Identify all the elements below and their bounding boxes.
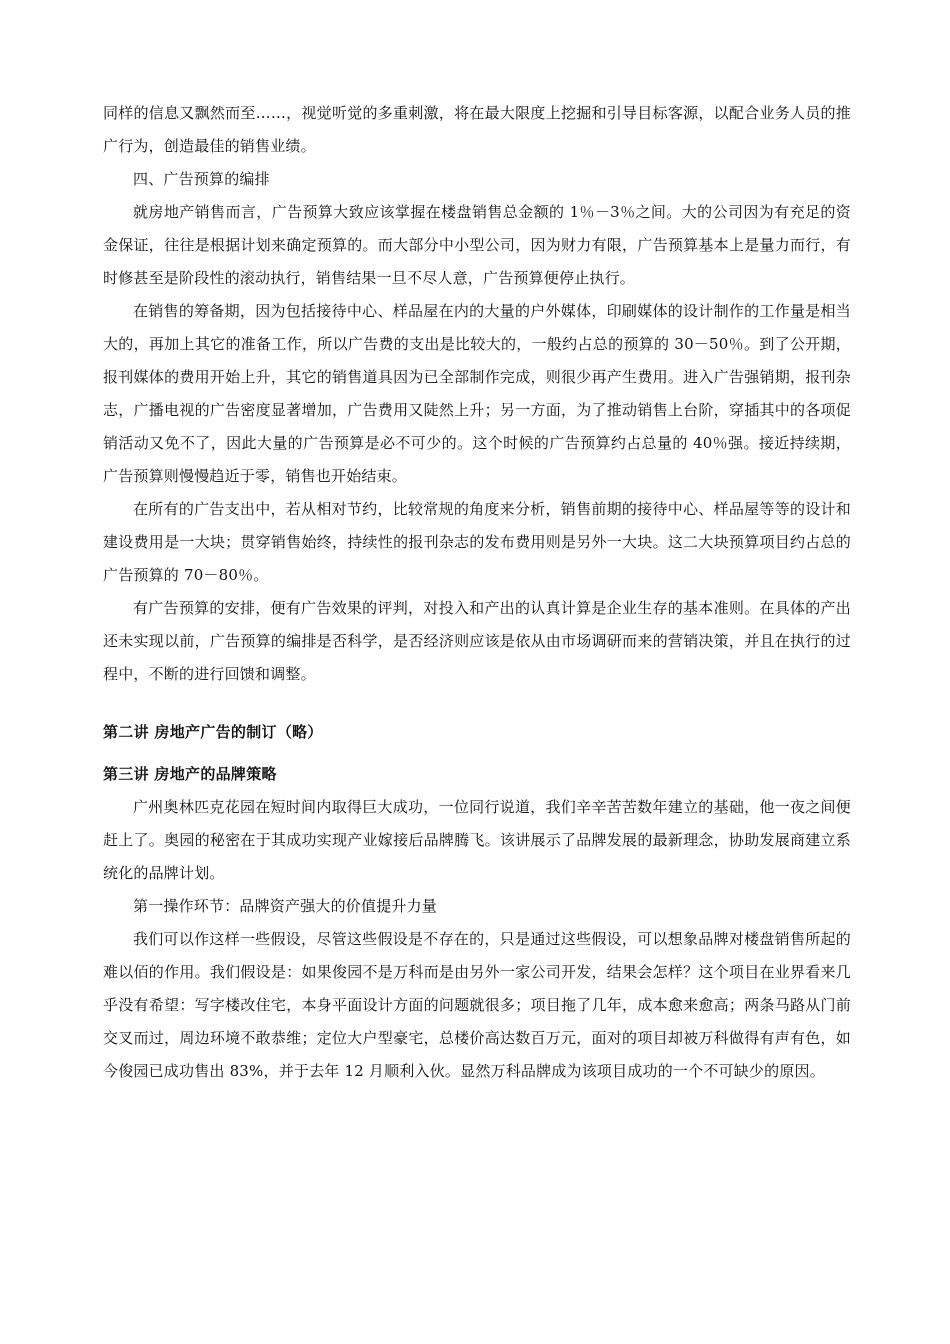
paragraph-brand-hypothesis: 我们可以作这样一些假设，尽管这些假设是不存在的，只是通过这些假设，可以想象品牌对楼盘销售所起的难以佰的作用。我们假设是：如果俊园不是万科而是由另外一家公司开发，结果会怎样？这个项目在业界看来几乎没有希望：写字楼改住宅，本身平面设计方面的问题就很多；项目拖了几年，成本愈来愈高；两条马路从门前交叉而过，周边环境不敢恭维；定位大户型豪宅，总楼价高达数百万元，面对的项目却被万科做得有声有色，如今俊园已成功售出 83%，并于去年 12 月顺利入伙。显然万科品牌成为该项目成功的一个不可缺少的原因。	[103, 930, 851, 1080]
lecture-2-heading: 第二讲 房地产广告的制订（略）	[103, 723, 323, 741]
paragraph-budget-phases: 在销售的筹备期，因为包括接待中心、样品屋在内的大量的户外媒体，印刷媒体的设计制作的工作量是相当大的，再加上其它的准备工作，所以广告费的支出是比较大的，一般约占总的预算的 30－50％。到了公开期，报刊媒体的费用开始上升，其它的销售道具因为已全部制作完成，则很少再产生费用。进入广告强销期，报刊杂志，广播电视的广告密度显著增加，广告费用又陡然上升；另一方面，为了推动销售上台阶，穿插其中的各项促销活动又免不了，因此大量的广告预算是必不可少的。这个时候的广告预算约占总量的 40％强。接近持续期，广告预算则慢慢趋近于零，销售也开始结束。	[103, 302, 851, 485]
section-heading-ad-budget: 四、广告预算的编排	[133, 170, 270, 188]
lecture-3-heading: 第三讲 房地产的品牌策略	[103, 765, 277, 783]
document-page	[103, 97, 851, 1088]
paragraph-budget-ratio: 就房地产销售而言，广告预算大致应该掌握在楼盘销售总金额的 1％－3％之间。大的公司因为有充足的资金保证，往往是根据计划来确定预算的。而大部分中小型公司，因为财力有限，广告预算基本上是量力而行，有时修甚至是阶段性的滚动执行，销售结果一旦不尽人意，广告预算便停止执行。	[103, 203, 851, 287]
paragraph-budget-major-items: 在所有的广告支出中，若从相对节约，比较常规的角度来分析，销售前期的接待中心、样品屋等等的设计和建设费用是一大块；贯穿销售始终，持续性的报刊杂志的发布费用则是另外一大块。这二大块预算项目约占总的广告预算的 70－80％。	[103, 500, 851, 584]
paragraph-olympic-garden: 广州奥林匹克花园在短时间内取得巨大成功，一位同行说道，我们辛辛苦苦数年建立的基础，他一夜之间便赶上了。奥园的秘密在于其成功实现产业嫁接后品牌腾飞。该讲展示了品牌发展的最新理念，协助发展商建立系统化的品牌计划。	[103, 798, 851, 882]
paragraph-budget-evaluation: 有广告预算的安排，便有广告效果的评判，对投入和产出的认真计算是企业生存的基本准则。在具体的产出还未实现以前，广告预算的编排是否科学，是否经济则应该是依从由市场调研而来的营销决策，并且在执行的过程中，不断的进行回馈和调整。	[103, 599, 851, 683]
subsection-heading-brand-assets: 第一操作环节：品牌资产强大的价值提升力量	[133, 897, 438, 915]
paragraph-continuation: 同样的信息又飘然而至……，视觉听觉的多重刺激，将在最大限度上挖掘和引导目标客源，以配合业务人员的推广行为，创造最佳的销售业绩。	[103, 104, 851, 155]
